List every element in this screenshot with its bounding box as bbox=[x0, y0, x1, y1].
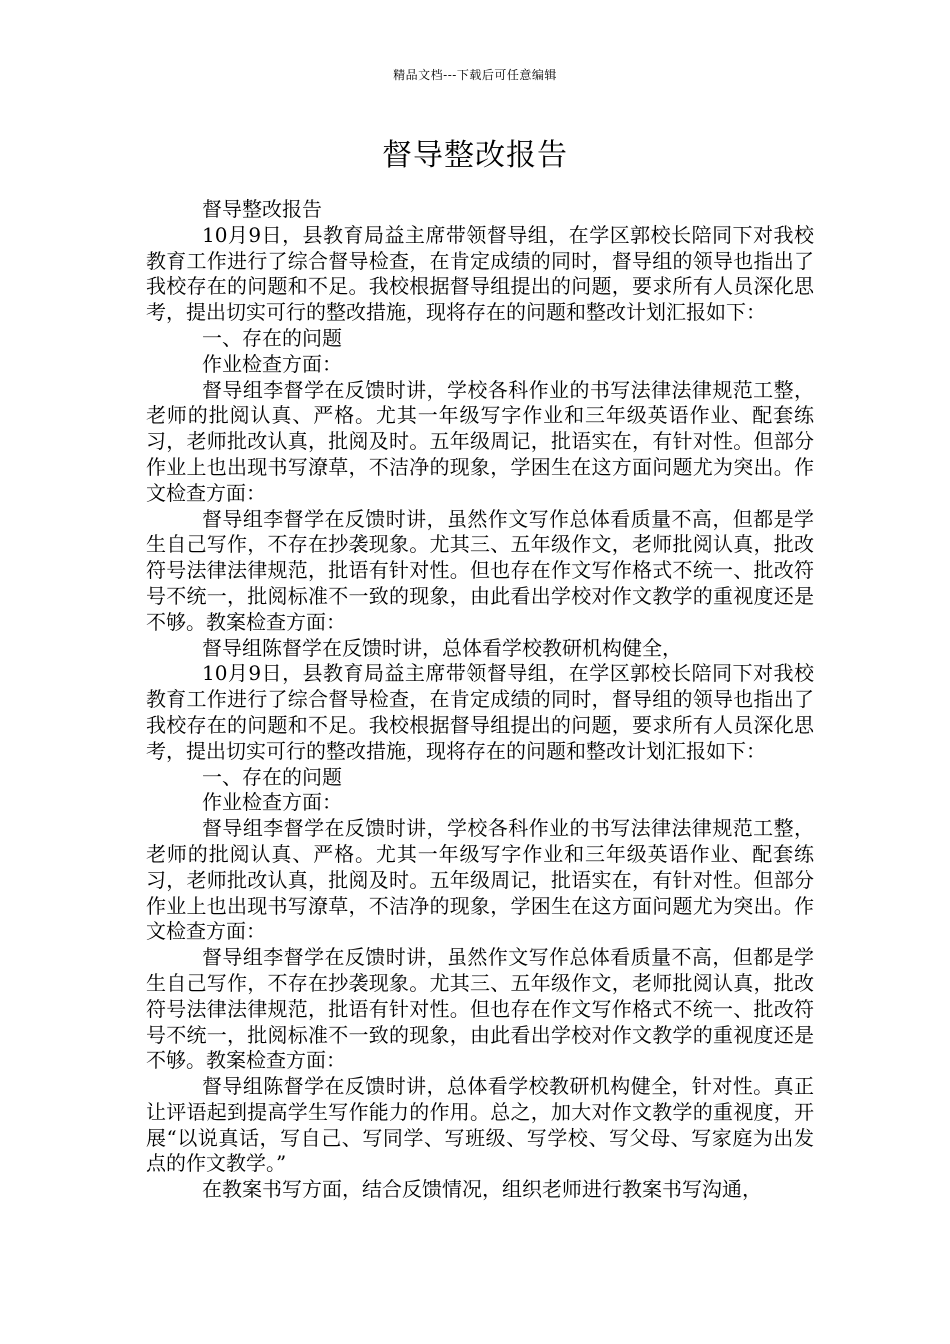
section-heading: 一、存在的问题 bbox=[202, 325, 342, 350]
document-title: 督导整改报告 bbox=[382, 138, 568, 173]
paragraph: 督导组李督学在反馈时讲，学校各科作业的书写法律法律规范工整，老师的批阅认真、严格。尤其一年级写字作业和三年级英语作业、配套练习，老师批改认真，批阅及时。五年级周记，批语实在，有针对性。但部分作业上也出现书写潦草，不洁净的现象，学困生在这方面问题尤为突出。作文检查方面： bbox=[146, 816, 814, 944]
section-heading: 一、存在的问题 bbox=[202, 764, 342, 789]
paragraph: 督导组李督学在反馈时讲，虽然作文写作总体看质量不高，但都是学生自己写作，不存在抄袭现象。尤其三、五年级作文，老师批阅认真，批改符号法律法律规范，批语有针对性。但也存在作文写作格式不统一、批改符号不统一，批阅标准不一致的现象，由此看出学校对作文教学的重视度还是不够。教案检查方面： bbox=[146, 945, 814, 1073]
header-note: 精品文档---下载后可任意编辑 bbox=[393, 68, 557, 82]
document-body bbox=[146, 197, 814, 1203]
paragraph: 10月9日，县教育局益主席带领督导组，在学区郭校长陪同下对我校教育工作进行了综合督导检查，在肯定成绩的同时，督导组的领导也指出了我校存在的问题和不足。我校根据督导组提出的问题，要求所有人员深化思考，提出切实可行的整改措施，现将存在的问题和整改计划汇报如下： bbox=[146, 661, 814, 763]
paragraph: 督导组陈督学在反馈时讲，总体看学校教研机构健全，针对性。真正让评语起到提高学生写作能力的作用。总之，加大对作文教学的重视度，开展“以说真话，写自己、写同学、写班级、写学校、写父母、写家庭为出发点的作文教学。” bbox=[146, 1074, 814, 1176]
paragraph: 10月9日，县教育局益主席带领督导组，在学区郭校长陪同下对我校教育工作进行了综合督导检查，在肯定成绩的同时，督导组的领导也指出了我校存在的问题和不足。我校根据督导组提出的问题，要求所有人员深化思考，提出切实可行的整改措施，现将存在的问题和整改计划汇报如下： bbox=[146, 222, 814, 325]
subsection-heading: 作业检查方面： bbox=[202, 351, 342, 376]
paragraph: 督导组李督学在反馈时讲，虽然作文写作总体看质量不高，但都是学生自己写作，不存在抄袭现象。尤其三、五年级作文，老师批阅认真，批改符号法律法律规范，批语有针对性。但也存在作文写作格式不统一、批改符号不统一，批阅标准不一致的现象，由此看出学校对作文教学的重视度还是不够。教案检查方面： bbox=[146, 506, 814, 634]
paragraph: 督导组陈督学在反馈时讲，总体看学校教研机构健全， bbox=[202, 635, 682, 660]
subsection-heading: 作业检查方面： bbox=[202, 790, 342, 815]
paragraph: 督导组李督学在反馈时讲，学校各科作业的书写法律法律规范工整，老师的批阅认真、严格。尤其一年级写字作业和三年级英语作业、配套练习，老师批改认真，批阅及时。五年级周记，批语实在，有针对性。但部分作业上也出现书写潦草，不洁净的现象，学困生在这方面问题尤为突出。作文检查方面： bbox=[146, 377, 814, 505]
paragraph: 在教案书写方面，结合反馈情况，组织老师进行教案书写沟通， bbox=[202, 1177, 762, 1202]
paragraph: 督导整改报告 bbox=[202, 197, 322, 221]
